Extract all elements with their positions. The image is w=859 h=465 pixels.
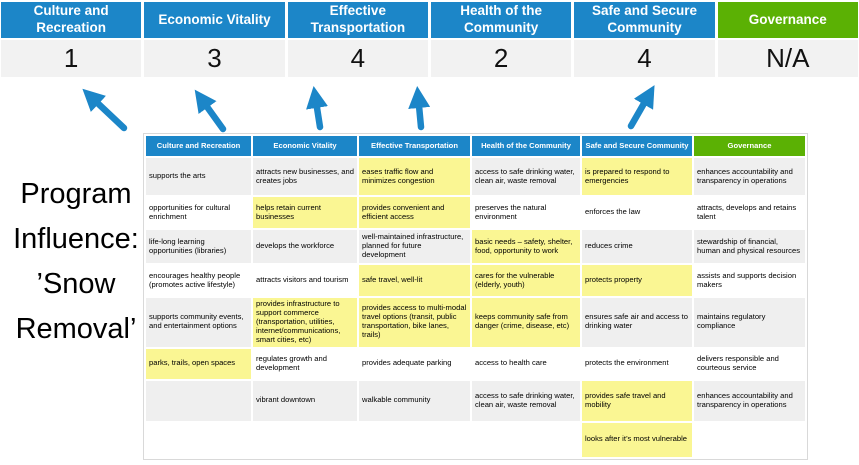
- matrix-cell: supports the arts: [146, 158, 251, 195]
- influence-arrows: [0, 82, 859, 134]
- matrix-cell: delivers responsible and courteous service: [694, 349, 805, 379]
- matrix-cell: life-long learning opportunities (libraries): [146, 230, 251, 263]
- summary-column: [431, 2, 571, 77]
- summary-column: [144, 2, 284, 77]
- matrix-cell: [359, 423, 470, 457]
- matrix-cell: assists and supports decision makers: [694, 265, 805, 296]
- matrix-cell: is prepared to respond to emergencies: [582, 158, 692, 195]
- matrix-cell: regulates growth and development: [253, 349, 357, 379]
- matrix-cell: enhances accountability and transparency in operations: [694, 381, 805, 421]
- matrix-cell: access to safe drinking water, clean air, waste removal: [472, 381, 580, 421]
- matrix-row: [146, 298, 805, 347]
- arrow-transportation: [315, 95, 320, 127]
- matrix-cell: [472, 423, 580, 457]
- arrow-safe-secure: [631, 93, 650, 126]
- matrix-row: [146, 158, 805, 195]
- matrix-cell: provides adequate parking: [359, 349, 470, 379]
- program-title: Program Influence: ’Snow Removal’: [13, 178, 139, 345]
- matrix-row: [146, 381, 805, 421]
- matrix-cell: attracts visitors and tourism: [253, 265, 357, 296]
- summary-column: [288, 2, 428, 77]
- matrix-cell: protects the environment: [582, 349, 692, 379]
- matrix-cell: enforces the law: [582, 197, 692, 228]
- summary-header-cell: Safe and Secure Community: [574, 2, 714, 38]
- matrix-cell: [146, 381, 251, 421]
- summary-score-table: [1, 2, 858, 77]
- matrix-cell: cares for the vulnerable (elderly, youth): [472, 265, 580, 296]
- matrix-cell: looks after it’s most vulnerable: [582, 423, 692, 457]
- matrix-cell: stewardship of financial, human and physical resources: [694, 230, 805, 263]
- summary-score-cell: 1: [1, 40, 141, 77]
- summary-score-cell: 4: [288, 40, 428, 77]
- matrix-cell: [694, 423, 805, 457]
- matrix-cell: well-maintained infrastructure, planned for future development: [359, 230, 470, 263]
- matrix-row: [146, 230, 805, 263]
- summary-score-cell: 2: [431, 40, 571, 77]
- matrix-cell: supports community events, and entertainment options: [146, 298, 251, 347]
- matrix-cell: ensures safe air and access to drinking water: [582, 298, 692, 347]
- matrix-row: [146, 423, 805, 457]
- summary-score-cell: 4: [574, 40, 714, 77]
- matrix-row: [146, 197, 805, 228]
- matrix-cell: [146, 423, 251, 457]
- matrix-cell: attracts, develops and retains talent: [694, 197, 805, 228]
- matrix-cell: enhances accountability and transparency in operations: [694, 158, 805, 195]
- matrix-cell: protects property: [582, 265, 692, 296]
- summary-column: [1, 2, 141, 77]
- matrix-header-cell: Safe and Secure Community: [582, 136, 692, 156]
- matrix-cell: basic needs – safety, shelter, food, opportunity to work: [472, 230, 580, 263]
- matrix-cell: eases traffic flow and minimizes congestion: [359, 158, 470, 195]
- summary-column: [574, 2, 714, 77]
- matrix-cell: opportunities for cultural enrichment: [146, 197, 251, 228]
- summary-header-cell: Effective Transportation: [288, 2, 428, 38]
- matrix-cell: preserves the natural environment: [472, 197, 580, 228]
- influence-matrix: [143, 133, 808, 460]
- arrow-economic: [200, 97, 223, 129]
- matrix-cell: encourages healthy people (promotes active lifestyle): [146, 265, 251, 296]
- matrix-cell: provides access to multi-modal travel options (transit, public transportation, bike lanes, trails): [359, 298, 470, 347]
- matrix-cell: develops the workforce: [253, 230, 357, 263]
- matrix-cell: [253, 423, 357, 457]
- matrix-cell: provides convenient and efficient access: [359, 197, 470, 228]
- matrix-cell: access to health care: [472, 349, 580, 379]
- matrix-cell: provides infrastructure to support commerce (transportation, utilities, internet/communications, smart cities, etc): [253, 298, 357, 347]
- summary-header-cell: Governance: [718, 2, 858, 38]
- matrix-cell: vibrant downtown: [253, 381, 357, 421]
- matrix-cell: safe travel, well-lit: [359, 265, 470, 296]
- matrix-cell: maintains regulatory compliance: [694, 298, 805, 347]
- matrix-cell: attracts new businesses, and creates jobs: [253, 158, 357, 195]
- matrix-header-cell: Economic Vitality: [253, 136, 357, 156]
- matrix-row: [146, 265, 805, 296]
- summary-header-cell: Health of the Community: [431, 2, 571, 38]
- matrix-cell: keeps community safe from danger (crime, disease, etc): [472, 298, 580, 347]
- matrix-cell: access to safe drinking water, clean air, waste removal: [472, 158, 580, 195]
- matrix-header-cell: Governance: [694, 136, 805, 156]
- matrix-cell: reduces crime: [582, 230, 692, 263]
- summary-header-cell: Culture and Recreation: [1, 2, 141, 38]
- matrix-header-cell: Health of the Community: [472, 136, 580, 156]
- summary-column: [718, 2, 858, 77]
- arrow-health: [418, 95, 421, 127]
- summary-score-cell: 3: [144, 40, 284, 77]
- matrix-header-cell: Culture and Recreation: [146, 136, 251, 156]
- matrix-header-row: [146, 136, 805, 156]
- matrix-header-cell: Effective Transportation: [359, 136, 470, 156]
- arrow-culture: [89, 95, 124, 128]
- matrix-row: [146, 349, 805, 379]
- matrix-cell: helps retain current businesses: [253, 197, 357, 228]
- summary-score-cell: N/A: [718, 40, 858, 77]
- matrix-cell: parks, trails, open spaces: [146, 349, 251, 379]
- matrix-cell: walkable community: [359, 381, 470, 421]
- summary-header-cell: Economic Vitality: [144, 2, 284, 38]
- matrix-cell: provides safe travel and mobility: [582, 381, 692, 421]
